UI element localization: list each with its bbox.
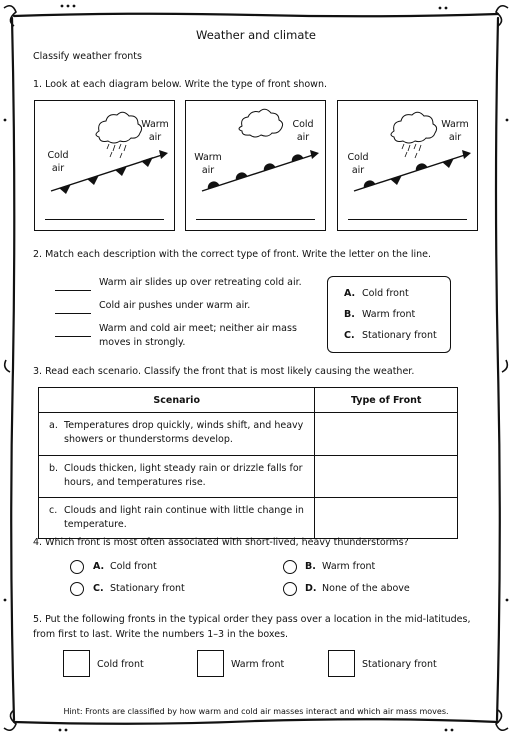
scenario-text: Clouds and light rain continue with little change in temperature.: [64, 505, 304, 530]
page-subtitle: Classify weather fronts: [33, 51, 142, 62]
option-d-label: D. None of the above: [305, 583, 410, 594]
cloud-icon: [239, 109, 283, 137]
scenario-header: Scenario: [39, 388, 315, 413]
match-description-2: Cold air pushes under warm air.: [99, 300, 251, 311]
left-air-label: Cold air: [347, 152, 369, 176]
arrowhead-icon: [310, 150, 319, 159]
choice-a: A. Cold front: [344, 288, 409, 299]
q4-prompt: 4. Which front is most often associated with short-lived, heavy thunderstorms?: [33, 537, 409, 548]
order-label-cold-front: Cold front: [97, 659, 144, 670]
choice-c: C. Stationary front: [344, 330, 437, 341]
rain-drops-icon: [402, 144, 421, 158]
order-box-cold-front[interactable]: [63, 650, 90, 677]
left-air-label: Warm air: [194, 152, 222, 176]
scenario-text: Clouds thicken, light steady rain or drizzle falls for hours, and temperatures rise.: [64, 463, 303, 488]
answer-cell[interactable]: [315, 413, 458, 456]
order-box-stationary-front[interactable]: [328, 650, 355, 677]
option-b-label: B. Warm front: [305, 561, 376, 572]
rain-drops-icon: [107, 144, 126, 158]
q3-prompt: 3. Read each scenario. Classify the front that is most likely causing the weather.: [33, 366, 415, 377]
answer-cell[interactable]: [315, 498, 458, 539]
cloud-icon: [391, 112, 437, 143]
scenario-text: Temperatures drop quickly, winds shift, and heavy showers or thunderstorms develop.: [64, 420, 304, 445]
hint-text: Hint: Fronts are classified by how warm and cold air masses interact and which air mass moves.: [63, 707, 449, 716]
front-diagram-3: [337, 100, 478, 231]
front-type-header: Type of Front: [315, 388, 458, 413]
option-d-radio[interactable]: [283, 582, 297, 596]
option-b-radio[interactable]: [283, 560, 297, 574]
arrowhead-icon: [462, 150, 471, 159]
answer-line[interactable]: [348, 219, 467, 220]
q1-prompt: 1. Look at each diagram below. Write the type of front shown.: [33, 79, 327, 90]
left-air-label: Cold air: [47, 150, 69, 174]
match-blank-3[interactable]: [55, 336, 91, 337]
right-air-label: Warm air: [141, 119, 169, 143]
table-row: b. Clouds thicken, light steady rain or drizzle falls for hours, and temperatures rise.: [39, 456, 458, 498]
right-air-label: Warm air: [441, 119, 469, 143]
page-title: Weather and climate: [196, 28, 316, 42]
match-blank-2[interactable]: [55, 313, 91, 314]
table-row: a. Temperatures drop quickly, winds shift, and heavy showers or thunderstorms develop.: [39, 413, 458, 456]
match-description-1: Warm air slides up over retreating cold air.: [99, 277, 302, 288]
front-choices-box: [327, 276, 451, 353]
arrowhead-icon: [159, 150, 168, 159]
answer-line[interactable]: [196, 219, 315, 220]
table-row: c. Clouds and light rain continue with little change in temperature.: [39, 498, 458, 539]
order-box-warm-front[interactable]: [197, 650, 224, 677]
option-a-label: A. Cold front: [93, 561, 157, 572]
scenario-table: [38, 387, 458, 539]
option-c-label: C. Stationary front: [93, 583, 185, 594]
answer-cell[interactable]: [315, 456, 458, 498]
option-a-radio[interactable]: [70, 560, 84, 574]
option-c-radio[interactable]: [70, 582, 84, 596]
cloud-icon: [96, 112, 142, 143]
q5-prompt-line2: from first to last. Write the numbers 1–3 in the boxes.: [33, 629, 289, 640]
choice-b: B. Warm front: [344, 309, 416, 320]
front-diagram-1: [34, 100, 175, 231]
right-air-label: Cold air: [292, 119, 314, 143]
front-diagram-2: [185, 100, 326, 231]
match-description-3: Warm and cold air meet; neither air mass moves in strongly.: [99, 323, 297, 348]
match-blank-1[interactable]: [55, 290, 91, 291]
order-label-stationary-front: Stationary front: [362, 659, 437, 670]
q5-prompt-line1: 5. Put the following fronts in the typical order they pass over a location in the mid-latitudes,: [33, 614, 471, 625]
order-label-warm-front: Warm front: [231, 659, 285, 670]
q2-prompt: 2. Match each description with the correct type of front. Write the letter on the line.: [33, 249, 432, 260]
answer-line[interactable]: [45, 219, 164, 220]
